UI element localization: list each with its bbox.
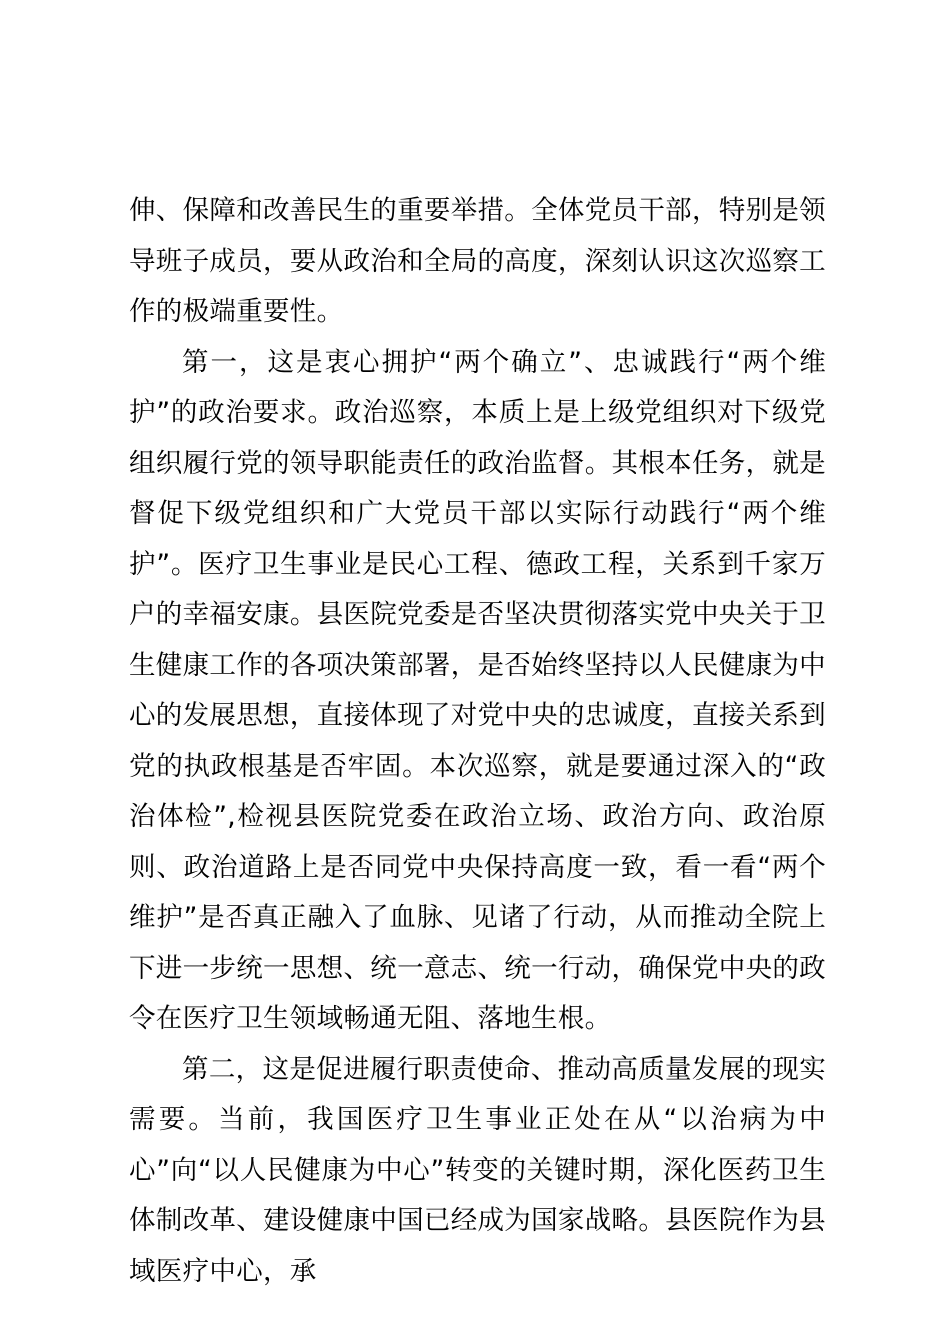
paragraph-second-point: 第二，这是促进履行职责使命、推动高质量发展的现实需要。当前，我国医疗卫生事业正处在从“以治病为中心”向“以人民健康为中心”转变的关键时期，深化医药卫生体制改革、建设健康中国已经成为国家战略。县医院作为县域医疗中心，承 — [129, 1053, 826, 1287]
document-body — [129, 186, 826, 1297]
paragraph-continuation: 伸、保障和改善民生的重要举措。全体党员干部，特别是领导班子成员，要从政治和全局的高度，深刻认识这次巡察工作的极端重要性。 — [129, 195, 826, 327]
paragraph-first-point: 第一，这是衷心拥护“两个确立”、忠诚践行“两个维护”的政治要求。政治巡察，本质上是上级党组织对下级党组织履行党的领导职能责任的政治监督。其根本任务，就是督促下级党组织和广大党员干部以实际行动践行“两个维护”。医疗卫生事业是民心工程、德政工程，关系到千家万户的幸福安康。县医院党委是否坚决贯彻落实党中央关于卫生健康工作的各项决策部署，是否始终坚持以人民健康为中心的发展思想，直接体现了对党中央的忠诚度，直接关系到党的执政根基是否牢固。本次巡察，就是要通过深入的“政治体检”,检视县医院党委在政治立场、政治方向、政治原则、政治道路上是否同党中央保持高度一致，看一看“两个维护”是否真正融入了血脉、见诸了行动，从而推动全院上下进一步统一思想、统一意志、统一行动，确保党中央的政令在医疗卫生领域畅通无阻、落地生根。 — [129, 346, 826, 1034]
